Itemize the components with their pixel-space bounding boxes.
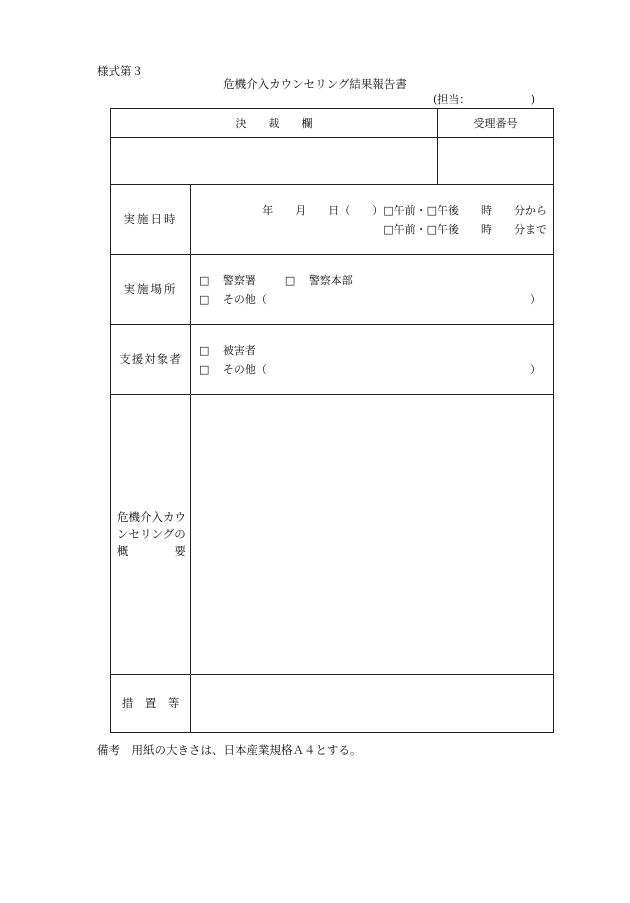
- document-title: 危機介入カウンセリング結果報告書: [223, 77, 407, 91]
- target-value-cell: [191, 325, 554, 395]
- summary-row: [111, 395, 554, 675]
- measures-row: [111, 675, 554, 733]
- approval-table: [110, 108, 554, 185]
- option-police-station: 警察署: [222, 273, 256, 287]
- checkbox-icon[interactable]: □: [199, 362, 210, 376]
- option-victim: 被害者: [222, 343, 256, 357]
- target-row: [111, 325, 554, 395]
- decision-column-header: 決 裁 欄: [111, 109, 438, 138]
- option-place-other: その他（: [222, 292, 267, 306]
- in-charge-field[interactable]: (担当： ): [433, 93, 536, 106]
- option-target-other: その他（: [222, 362, 267, 376]
- place-label: 実施場所: [111, 255, 191, 325]
- date-end-line: □午前・□午後 時 分まで: [383, 222, 547, 236]
- close-paren: ）: [530, 292, 541, 306]
- summary-value-cell[interactable]: [191, 395, 554, 675]
- date-row: [111, 185, 554, 255]
- form-number: 様式第３: [97, 64, 143, 78]
- measures-value-cell[interactable]: [191, 675, 554, 733]
- place-row: [111, 255, 554, 325]
- checkbox-icon[interactable]: □: [199, 273, 210, 287]
- date-value-cell[interactable]: [191, 185, 554, 255]
- option-police-hq: 警察本部: [308, 273, 353, 287]
- remarks-note: 備考 用紙の大きさは、日本産業規格Ａ４とする。: [97, 743, 362, 757]
- target-label: 支援対象者: [111, 325, 191, 395]
- checkbox-icon[interactable]: □: [199, 292, 210, 306]
- date-start-line: 年 月 日（ ）□午前・□午後 時 分から: [262, 203, 547, 217]
- receipt-number-box[interactable]: [438, 138, 554, 185]
- date-label: 実施日時: [111, 185, 191, 255]
- decision-box[interactable]: [111, 138, 438, 185]
- close-paren: ）: [530, 362, 541, 376]
- place-value-cell: [191, 255, 554, 325]
- checkbox-icon[interactable]: □: [199, 343, 210, 357]
- receipt-number-header: 受理番号: [438, 109, 554, 138]
- checkbox-icon[interactable]: □: [284, 273, 296, 287]
- summary-label: 危機介入カウ ンセリングの 概 要: [111, 395, 191, 675]
- report-table: [110, 184, 554, 733]
- measures-label: 措 置 等: [111, 675, 191, 733]
